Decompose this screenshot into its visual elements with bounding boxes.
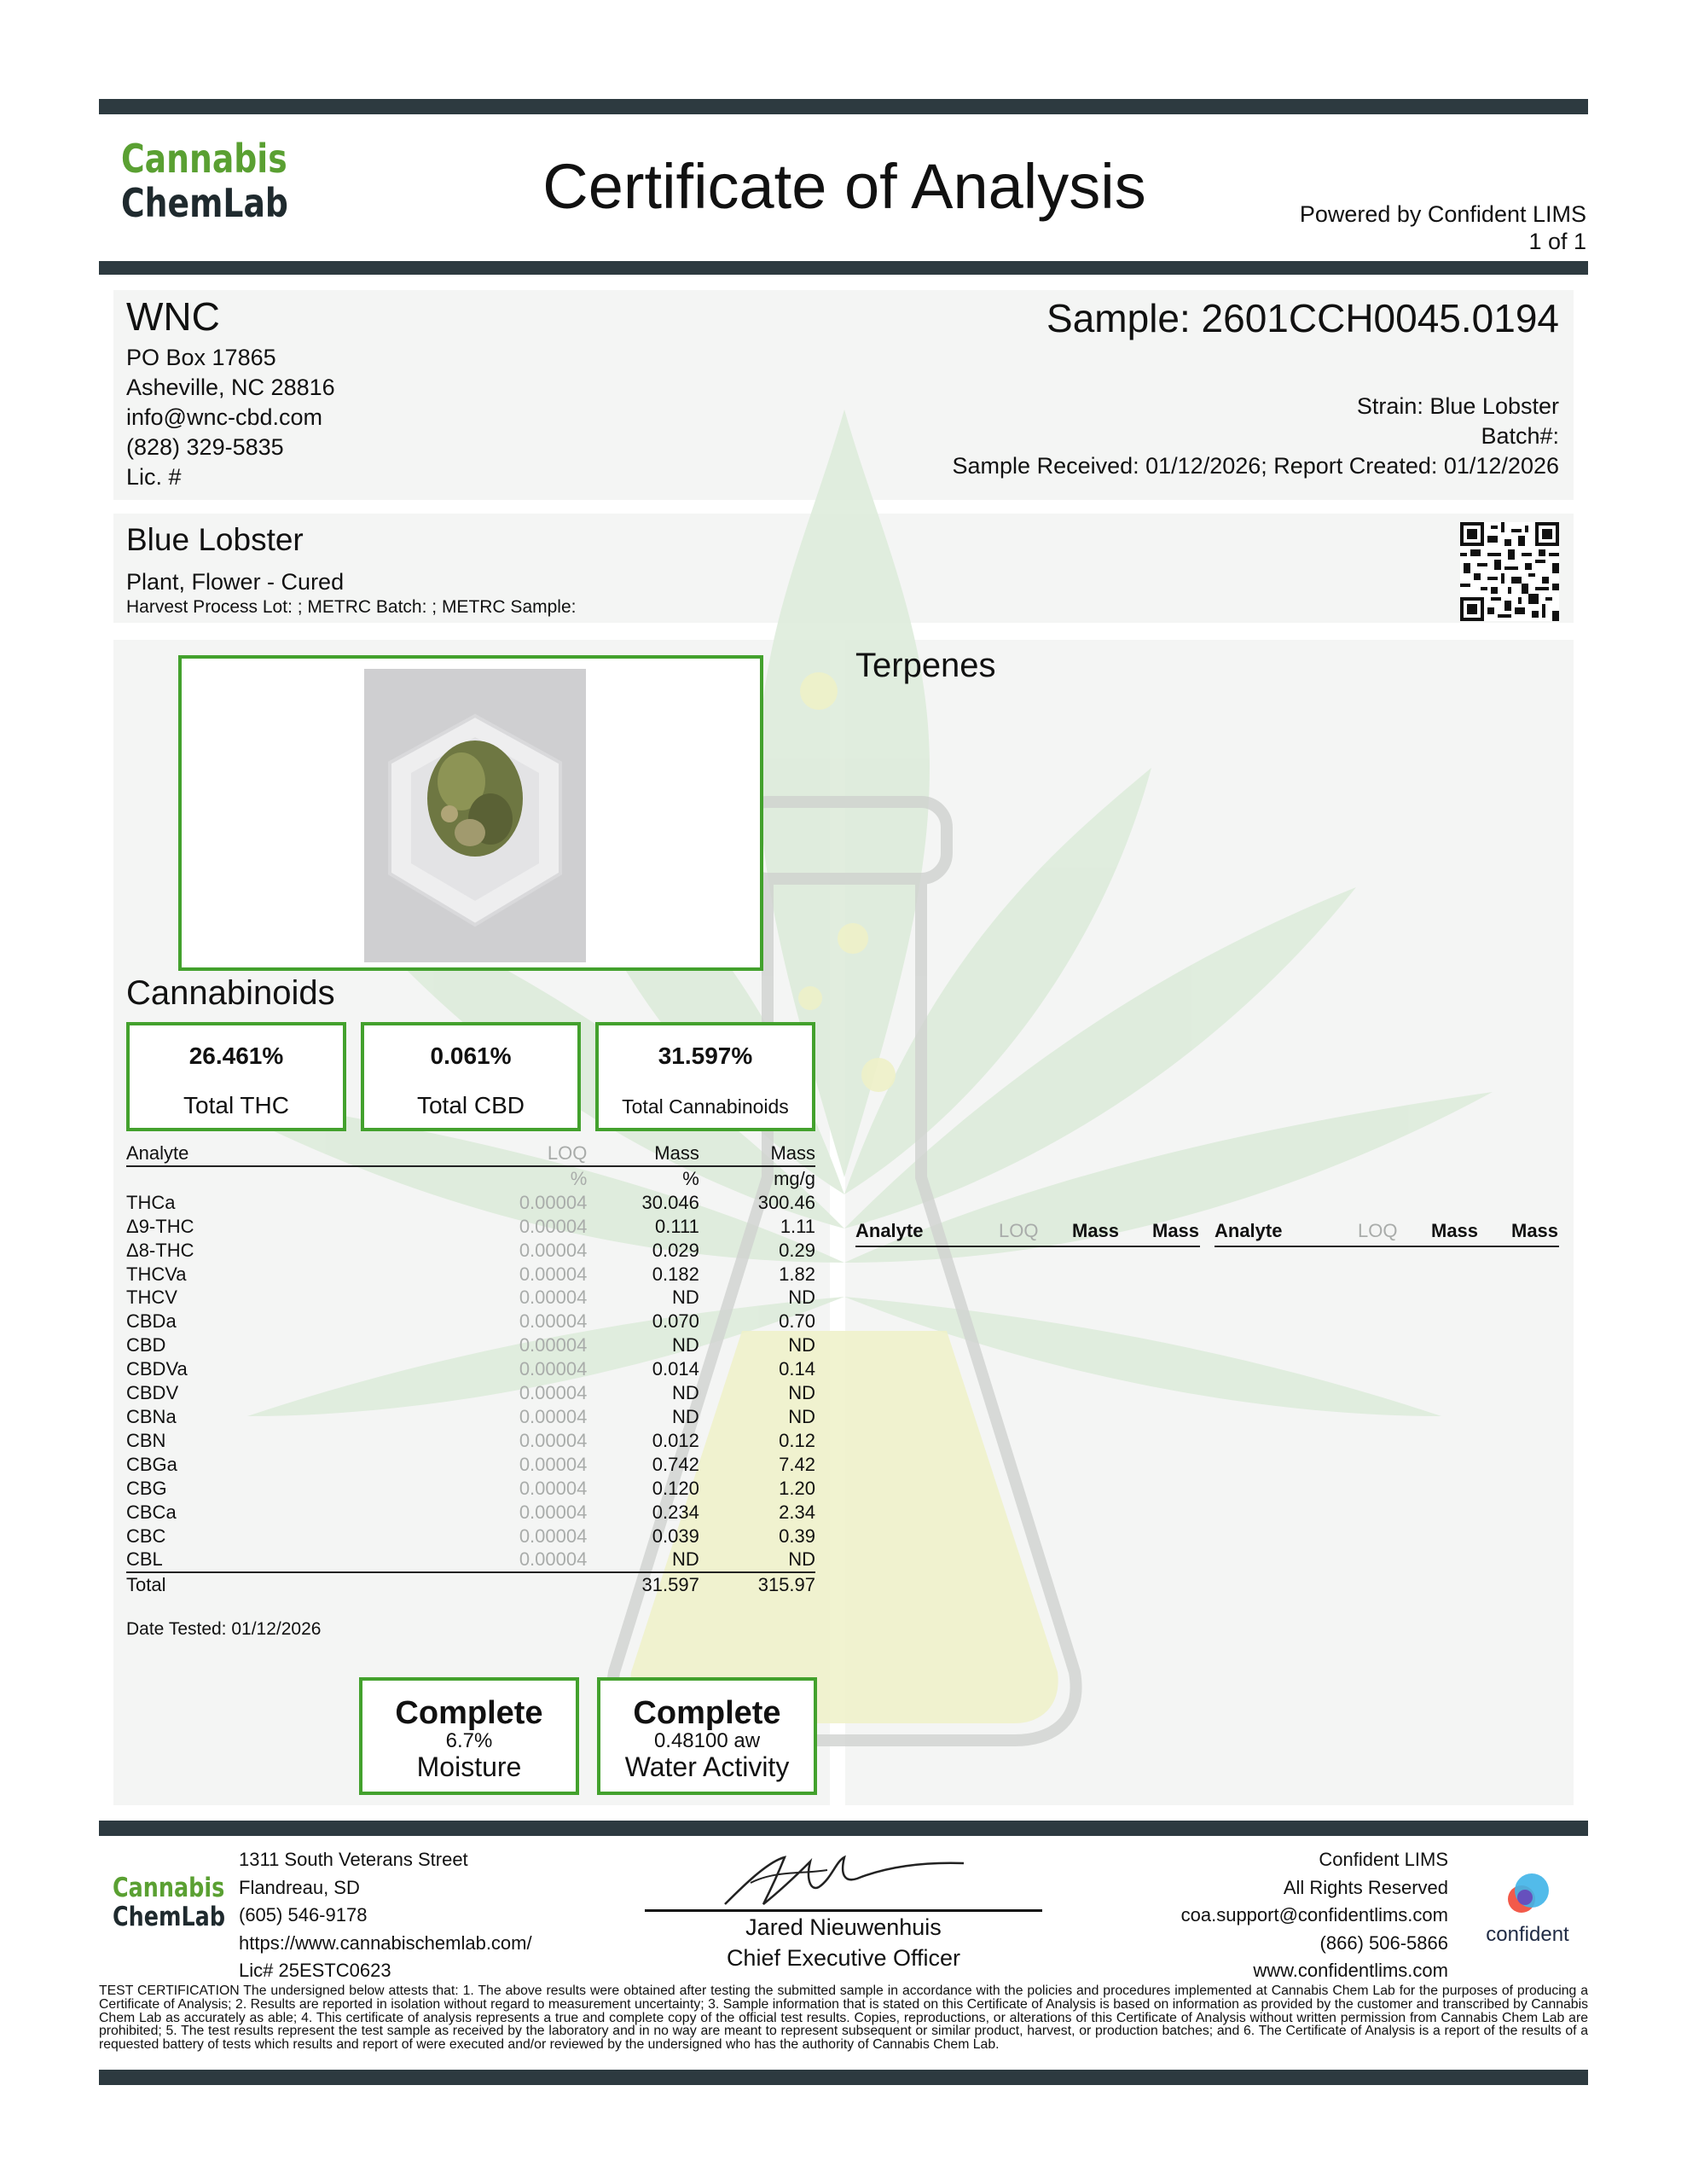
cannabinoid-loq: 0.00004 (519, 1429, 588, 1451)
cannabinoid-analyte: CBC (126, 1525, 166, 1547)
moisture-status: Complete (395, 1695, 543, 1731)
lims-email[interactable]: coa.support@confidentlims.com (1180, 1904, 1448, 1926)
cannabinoid-mass-mgg: ND (788, 1382, 815, 1404)
lims-contact (1109, 1846, 1448, 1985)
logo-chemlab: ChemLab (121, 180, 288, 226)
logo-cannabis: Cannabis (121, 136, 287, 182)
cannabinoid-row (126, 1357, 815, 1381)
cannabinoid-loq: 0.00004 (519, 1405, 588, 1427)
cannabinoid-mass-mgg: 0.39 (779, 1525, 815, 1547)
terp-col-mass-2a: Mass (1431, 1220, 1479, 1241)
lims-phone: (866) 506-5866 (1319, 1931, 1448, 1954)
cannabinoid-analyte: CBNa (126, 1405, 177, 1427)
cannabinoid-row (126, 1477, 815, 1501)
cannabinoid-loq: 0.00004 (519, 1215, 588, 1237)
client-license: Lic. # (126, 464, 182, 490)
cannabinoid-analyte: CBGa (126, 1453, 177, 1475)
cannabinoid-loq: 0.00004 (519, 1263, 588, 1285)
water-activity-status: Complete (633, 1695, 781, 1731)
cannabinoid-loq: 0.00004 (519, 1358, 588, 1380)
terpenes-header-left (855, 1220, 1200, 1247)
product-photo-frame (178, 655, 763, 971)
qr-code[interactable] (1460, 522, 1559, 621)
col-mass-pct: Mass (587, 1141, 699, 1166)
test-certification: TEST CERTIFICATION The undersigned below attests that: 1. The above results were obtained after testing the submitted sample in accordance with the policies and procedures implemented at Cannabis Chem Lab for the purposes of producing a Certificate of Analysis; 2. Results are reported in isolation without regard to measurement uncertainty; 3. Sample information that is stated on this Certificate of Analysis is based on information as provided by the customer and transcribed by Cannabis Chem Lab as accurately as able; 4. This certificate of analysis represents a true and complete copy of the official test results. Copies, reproductions, or alterations of this Certificate of Analysis without written permission from Cannabis Chem Lab are prohibited; 5. The test results represent the test sample as received by the laboratory and in no way are meant to represent subsequent or similar product, harvest, or production batches; and 6. The Certificate of Analysis is a report of the results of a requested battery of tests which results and report of were executed and/or reviewed by the undersigned who has the authority of Cannabis Chem Lab. (99, 1984, 1588, 2053)
top-bar (99, 99, 1588, 114)
terp-col-mass-2b: Mass (1511, 1220, 1559, 1241)
cannabinoid-analyte: CBN (126, 1429, 166, 1451)
cannabinoid-mass-pct: ND (672, 1382, 699, 1404)
cannabinoids-rows (126, 1166, 815, 1572)
cannabinoid-mass-pct: 0.012 (652, 1429, 699, 1451)
cannabinoid-mass-mgg: 7.42 (779, 1453, 815, 1475)
client-phone: (828) 329-5835 (126, 434, 284, 460)
total-cannabinoids-label: Total Cannabinoids (622, 1095, 789, 1118)
cannabinoid-analyte: CBL (126, 1548, 163, 1571)
cannabinoid-row (126, 1310, 815, 1333)
cannabinoid-row (126, 1381, 815, 1405)
cannabinoid-row (126, 1333, 815, 1357)
col-loq: LOQ (312, 1141, 587, 1166)
cannabinoid-mass-pct: 0.029 (652, 1239, 699, 1261)
page-title: Certificate of Analysis (542, 151, 1146, 222)
water-activity-value: 0.48100 aw (653, 1729, 761, 1752)
cannabinoid-mass-pct: 0.014 (652, 1358, 699, 1380)
cannabinoid-mass-pct: 0.111 (655, 1215, 699, 1237)
product-lots: Harvest Process Lot: ; METRC Batch: ; METRC Sample: (126, 597, 577, 617)
cannabinoid-mass-mgg: 300.46 (757, 1191, 815, 1213)
cannabinoid-mass-mgg: ND (788, 1287, 815, 1309)
cannabinoid-mass-mgg: 1.82 (779, 1263, 815, 1285)
cannabinoid-analyte: Δ8-THC (126, 1239, 194, 1261)
cannabinoid-analyte: CBDVa (126, 1358, 188, 1380)
signer-name: Jared Nieuwenhuis (745, 1914, 942, 1940)
lab-license: Lic# 25ESTC0623 (239, 1960, 391, 1981)
cannabinoid-mass-mgg: ND (788, 1405, 815, 1427)
cannabinoid-mass-pct: 0.070 (652, 1310, 699, 1333)
cannabinoid-row (126, 1286, 815, 1310)
cannabinoid-analyte: THCVa (126, 1263, 187, 1285)
confident-logo-icon (1498, 1868, 1559, 1923)
terp-col-loq-2: LOQ (1358, 1220, 1398, 1241)
units-mass-pct: % (682, 1167, 699, 1189)
footer-lab-logo (113, 1873, 225, 1931)
cannabinoid-mass-pct: ND (672, 1405, 699, 1427)
footer-bar (99, 1821, 1588, 1836)
lims-name: Confident LIMS (1319, 1849, 1448, 1870)
total-thc-box (126, 1022, 346, 1131)
footer-logo-chemlab: ChemLab (113, 1902, 226, 1932)
total-mass-pct: 31.597 (587, 1572, 699, 1597)
total-thc-value: 26.461% (188, 1043, 284, 1069)
cannabinoid-loq: 0.00004 (519, 1453, 588, 1475)
cannabinoid-row (126, 1525, 815, 1548)
cannabinoid-mass-pct: 0.742 (652, 1453, 699, 1475)
cannabinoids-title: Cannabinoids (126, 974, 335, 1012)
cannabinoid-row (126, 1215, 815, 1239)
total-thc-label: Total THC (183, 1092, 289, 1118)
bottom-bar (99, 2070, 1588, 2085)
client-address2: Asheville, NC 28816 (126, 375, 335, 400)
client-email: info@wnc-cbd.com (126, 404, 322, 430)
cannabinoid-row (126, 1191, 815, 1215)
cannabinoid-mass-mgg: 0.70 (779, 1310, 815, 1333)
cannabinoid-mass-pct: 0.120 (652, 1477, 699, 1499)
cannabinoids-table (126, 1141, 815, 1597)
cannabinoid-loq: 0.00004 (519, 1310, 588, 1333)
cannabinoid-mass-pct: 0.234 (652, 1501, 699, 1523)
units-row (126, 1166, 815, 1191)
header-bar (99, 261, 1588, 275)
cannabinoid-mass-pct: 0.039 (652, 1525, 699, 1547)
cannabinoid-loq: 0.00004 (519, 1239, 588, 1261)
cannabinoid-mass-pct: ND (672, 1287, 699, 1309)
product-name: Blue Lobster (126, 522, 304, 557)
total-cbd-value: 0.061% (430, 1043, 512, 1069)
terp-col-mass-1a: Mass (1072, 1220, 1120, 1241)
sample-dates: Sample Received: 01/12/2026; Report Created: 01/12/2026 (952, 453, 1559, 479)
total-cannabinoids-box (595, 1022, 815, 1131)
total-cbd-box (361, 1022, 581, 1131)
cannabinoid-mass-mgg: 2.34 (779, 1501, 815, 1523)
units-loq: % (570, 1167, 588, 1189)
cannabinoid-mass-mgg: 1.20 (779, 1477, 815, 1499)
cannabinoid-analyte: CBG (126, 1477, 167, 1499)
cannabinoid-loq: 0.00004 (519, 1382, 588, 1404)
terp-col-analyte-1: Analyte (855, 1220, 924, 1241)
cannabinoid-analyte: CBCa (126, 1501, 177, 1523)
total-loq (312, 1572, 587, 1597)
moisture-label: Moisture (416, 1751, 522, 1782)
total-mass-mgg: 315.97 (699, 1572, 815, 1597)
moisture-value: 6.7% (445, 1729, 493, 1752)
cannabinoid-mass-pct: ND (672, 1548, 699, 1571)
terp-col-loq-1: LOQ (999, 1220, 1039, 1241)
cannabinoid-row (126, 1263, 815, 1287)
terpenes-header-right (1215, 1220, 1559, 1247)
cannabinoid-loq: 0.00004 (519, 1525, 588, 1547)
cannabinoid-analyte: CBD (126, 1334, 166, 1356)
cannabinoid-analyte: THCV (126, 1287, 177, 1309)
units-analyte (126, 1166, 312, 1191)
terp-col-mass-1b: Mass (1152, 1220, 1200, 1241)
lims-url[interactable]: www.confidentlims.com (1253, 1960, 1448, 1981)
moisture-box (359, 1677, 579, 1795)
col-mass-mgg: Mass (699, 1141, 815, 1166)
total-row (126, 1572, 815, 1597)
cannabinoid-loq: 0.00004 (519, 1548, 588, 1571)
lab-address: 1311 South Veterans Street (239, 1849, 468, 1870)
client-name: WNC (126, 294, 220, 339)
cannabinoid-mass-pct: 0.182 (652, 1263, 699, 1285)
signer-title: Chief Executive Officer (726, 1945, 961, 1971)
total-label: Total (126, 1572, 312, 1597)
cannabinoid-analyte: CBDa (126, 1310, 177, 1333)
cannabinoid-analyte: Δ9-THC (126, 1215, 194, 1237)
cannabinoid-mass-pct: 30.046 (641, 1191, 699, 1213)
cannabinoid-mass-mgg: 0.14 (779, 1358, 815, 1380)
cannabinoid-row (126, 1239, 815, 1263)
sample-batch: Batch#: (1481, 423, 1559, 449)
lab-logo (121, 136, 288, 226)
signature (716, 1844, 972, 1913)
lab-url[interactable]: https://www.cannabischemlab.com/ (239, 1931, 532, 1954)
sample-strain: Strain: Blue Lobster (1356, 393, 1559, 419)
confident-logo-text: confident (1486, 1923, 1569, 1946)
cannabinoid-mass-mgg: 0.12 (779, 1429, 815, 1451)
lab-city: Flandreau, SD (239, 1876, 360, 1898)
cannabinoid-analyte: THCa (126, 1191, 176, 1213)
cannabinoid-mass-pct: ND (672, 1334, 699, 1356)
cannabinoid-row (126, 1405, 815, 1429)
sample-id: Sample: 2601CCH0045.0194 (1046, 296, 1559, 340)
cannabinoid-row (126, 1548, 815, 1572)
terpenes-title: Terpenes (855, 647, 996, 684)
cannabinoid-loq: 0.00004 (519, 1501, 588, 1523)
cannabinoid-loq: 0.00004 (519, 1334, 588, 1356)
cannabinoid-mass-mgg: 1.11 (780, 1215, 815, 1237)
product-photo[interactable] (364, 669, 586, 962)
total-cannabinoids-value: 31.597% (658, 1043, 753, 1069)
cannabinoid-loq: 0.00004 (519, 1287, 588, 1309)
client-address1: PO Box 17865 (126, 345, 276, 370)
signature-line (645, 1909, 1042, 1912)
col-analyte: Analyte (126, 1141, 312, 1166)
water-activity-box (597, 1677, 817, 1795)
product-type: Plant, Flower - Cured (126, 569, 345, 595)
page-number: 1 of 1 (1528, 229, 1586, 254)
cannabinoid-row (126, 1429, 815, 1453)
cannabinoid-loq: 0.00004 (519, 1191, 588, 1213)
terp-col-analyte-2: Analyte (1215, 1220, 1283, 1241)
units-mass-mgg: mg/g (774, 1167, 815, 1189)
cannabinoid-mass-mgg: 0.29 (779, 1239, 815, 1261)
lab-contact (239, 1846, 532, 1985)
cannabinoid-analyte: CBDV (126, 1382, 179, 1404)
cannabinoid-mass-mgg: ND (788, 1334, 815, 1356)
cannabinoid-row (126, 1501, 815, 1525)
date-tested: Date Tested: 01/12/2026 (126, 1619, 322, 1639)
water-activity-label: Water Activity (624, 1751, 790, 1782)
lims-rights: All Rights Reserved (1283, 1876, 1448, 1898)
powered-by: Powered by Confident LIMS (1299, 201, 1586, 227)
footer-logo-cannabis: Cannabis (113, 1873, 225, 1903)
lab-phone: (605) 546-9178 (239, 1904, 368, 1926)
cannabinoid-loq: 0.00004 (519, 1477, 588, 1499)
cannabinoid-row (126, 1453, 815, 1477)
total-cbd-label: Total CBD (416, 1092, 525, 1118)
cannabinoid-mass-mgg: ND (788, 1548, 815, 1571)
